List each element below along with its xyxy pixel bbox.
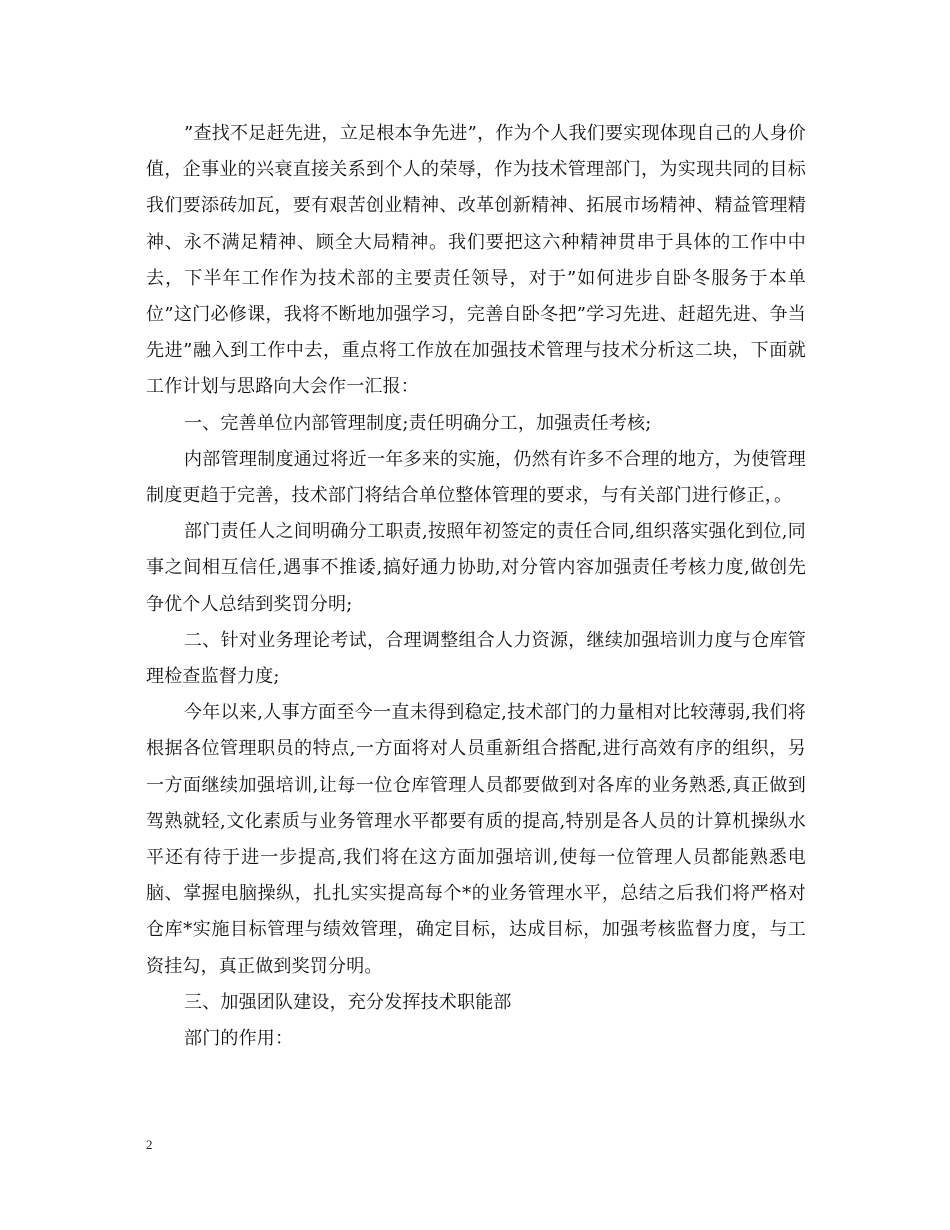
heading-section-1: 一、完善单位内部管理制度;责任明确分工，加强责任考核; (184, 412, 652, 434)
heading-section-2: 二、针对业务理论考试，合理调整组合人力资源，继续加强培训力度与仓库管理检查监督力度; (146, 629, 806, 688)
paragraph-intro: ”查找不足赶先进，立足根本争先进”，作为个人我们要实现体现自己的人身价值，企事业的兴衰直接关系到个人的荣辱，作为技术管理部门，为实现共同的目标我们要添砖加瓦，要有艰苦创业精神、改革创新精神、拓展市场精神、精益管理精神、永不满足精神、顾全大局精神。我们要把这六种精神贯串于具体的工作中中去，下半年工作作为技术部的主要责任领导，对于”如何进步自卧冬服务于本单位”这门必修课，我将不断地加强学习，完善自卧冬把”学习先进、赶超先进、争当先进”融入到工作中去，重点将工作放在加强技术管理与技术分析这二块，下面就工作计划与思路向大会作一汇报： (146, 123, 806, 398)
paragraph-training: 今年以来,人事方面至今一直未得到稳定,技术部门的力量相对比较薄弱,我们将根据各位管理职员的特点,一方面将对人员重新组合搭配,进行高效有序的组织，另一方面继续加强培训,让每一位仓库管理人员都要做到对各库的业务熟悉,真正做到驾熟就轻,文化素质与业务管理水平都要有质的提高,特别是各人员的计算机操纵水平还有待于进一步提高,我们将在这方面加强培训,使每一位管理人员都能熟悉电脑、掌握电脑操纵，扎扎实实提高每个*的业务管理水平，总结之后我们将严格对仓库*实施目标管理与绩效管理，确定目标，达成目标，加强考核监督力度，与工资挂勾，真正做到奖罚分明。 (146, 702, 806, 977)
paragraph-management-system: 内部管理制度通过将近一年多来的实施，仍然有许多不合理的地方，为使管理制度更趋于完善，技术部门将结合单位整体管理的要求，与有关部门进行修正，。 (146, 448, 806, 507)
heading-section-3: 三、加强团队建设，充分发挥技术职能部 (184, 991, 512, 1013)
document-body (146, 116, 806, 1057)
paragraph-responsibility: 部门责任人之间明确分工职责,按照年初签定的责任合同,组织落实强化到位,同事之间相互信任,遇事不推诿,搞好通力协助,对分管内容加强责任考核力度,做创先争优个人总结到奖罚分明; (146, 521, 806, 615)
page-number: 2 (146, 1137, 153, 1152)
paragraph-department-role: 部门的作用： (184, 1028, 294, 1050)
